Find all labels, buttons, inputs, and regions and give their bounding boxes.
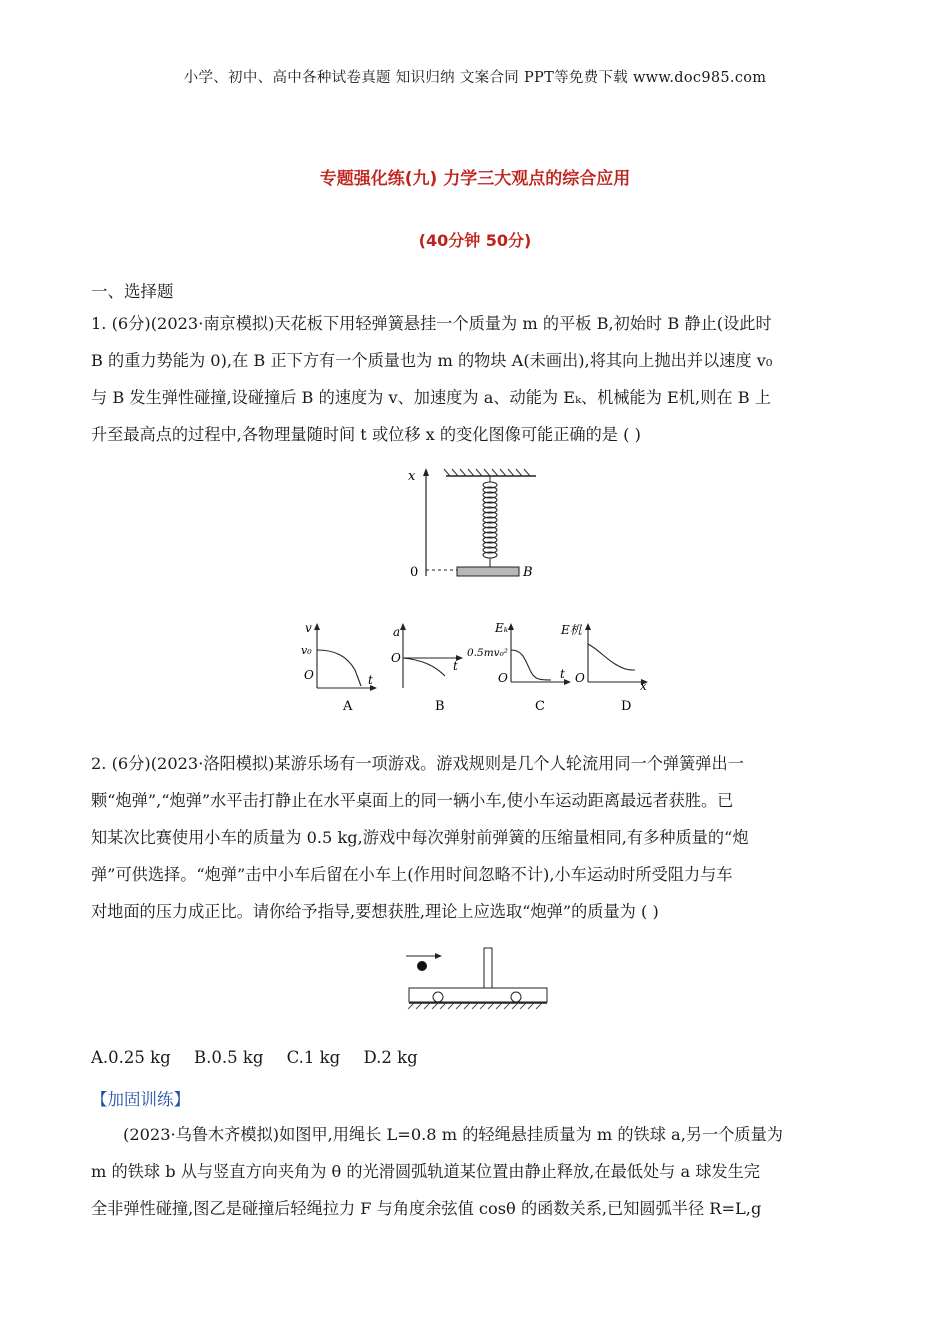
graph-a-origin: O [304,668,314,682]
question-1 [91,305,861,453]
graph-a-y-label: v [305,621,312,635]
page-subtitle: (40分钟 50分) [418,231,532,250]
graph-options-figure [295,620,665,720]
option-c[interactable]: C.1 kg [286,1048,341,1067]
q2-line: 2. (6分)(2023·洛阳模拟)某游乐场有一项游戏。游戏规则是几个人轮流用同一个弹簧弹出一 [91,754,744,773]
answer-options [91,1048,436,1067]
graph-d-label: D [621,699,632,714]
section-heading: 一、选择题 [91,282,174,301]
q2-line: 知某次比赛使用小车的质量为 0.5 kg,游戏中每次弹射前弹簧的压缩量相同,有多种质量的“炮 [91,828,749,847]
graph-c [467,621,571,714]
graph-a-label: A [343,699,353,714]
page-header: 小学、初中、高中各种试卷真题 知识归纳 文案合同 PPT等免费下载 www.doc985.com [183,70,767,86]
q2-line: 弹”可供选择。“炮弹”击中小车后留在小车上(作用时间忽略不计),小车运动时所受阻力与车 [91,865,733,884]
q1-line: 1. (6分)(2023·南京模拟)天花板下用轻弹簧悬挂一个质量为 m 的平板 B,初始时 B 静止(设此时 [91,314,772,333]
cart-post [484,948,492,988]
plate-b [457,567,519,576]
graph-d-origin: O [575,671,585,685]
graph-b-x-label: t [453,659,458,673]
option-a[interactable]: A.0.25 kg [91,1048,171,1067]
graph-d-x-label: x [640,679,647,693]
graph-c-mark: 0.5mv₀² [467,647,509,659]
reinforcement-tag: 【加固训练】 [91,1090,190,1109]
graph-a [301,621,377,714]
cart-body [409,988,547,1002]
graph-c-x-label: t [560,667,565,681]
option-b[interactable]: B.0.5 kg [193,1048,264,1067]
q3-line: (2023·乌鲁木齐模拟)如图甲,用绳长 L=0.8 m 的轻绳悬挂质量为 m 的铁球 a,另一个质量为 [123,1125,783,1144]
q1-line: B 的重力势能为 0),在 B 正下方有一个质量也为 m 的物块 A(未画出),将其向上抛出并以速度 v₀ [91,351,773,370]
q3-line: m 的铁球 b 从与竖直方向夹角为 θ 的光滑圆弧轨道某位置由静止释放,在最低处与 a 球发生完 [91,1162,761,1181]
graph-b-label: B [435,699,445,714]
cart-figure [402,946,552,1046]
zero-label: 0 [410,565,419,580]
graph-d-y-label: E机 [561,623,582,637]
graph-b-y-label: a [393,625,401,639]
question-3 [91,1116,861,1227]
option-d[interactable]: D.2 kg [363,1048,418,1067]
q1-line: 升至最高点的过程中,各物理量随时间 t 或位移 x 的变化图像可能正确的是 ( ) [91,425,641,444]
spring-figure [400,466,550,591]
projectile-ball [417,961,427,971]
graph-a-mark: v₀ [301,644,312,657]
q3-line: 全非弹性碰撞,图乙是碰撞后轻绳拉力 F 与角度余弦值 cosθ 的函数关系,已知圆弧半径 R=L,g [91,1199,762,1218]
graph-b [391,623,463,714]
page-title: 专题强化练(九) 力学三大观点的综合应用 [319,169,631,189]
graph-c-y-label: Eₖ [495,621,509,635]
graph-b-origin: O [391,651,401,665]
graph-c-label: C [535,699,545,714]
q1-line: 与 B 发生弹性碰撞,设碰撞后 B 的速度为 v、加速度为 a、动能为 Eₖ、机械能为 E机,则在 B 上 [91,388,771,407]
question-2 [91,745,861,930]
q2-line: 对地面的压力成正比。请你给予指导,要想获胜,理论上应选取“炮弹”的质量为 ( ) [91,902,659,921]
graph-a-x-label: t [368,673,373,687]
graph-c-origin: O [498,671,508,685]
q2-line: 颗“炮弹”,“炮弹”水平击打静止在水平桌面上的同一辆小车,使小车运动距离最远者获胜。已 [91,791,734,810]
axis-x-label: x [408,469,416,484]
plate-label: B [523,565,533,580]
graph-d [560,623,648,714]
